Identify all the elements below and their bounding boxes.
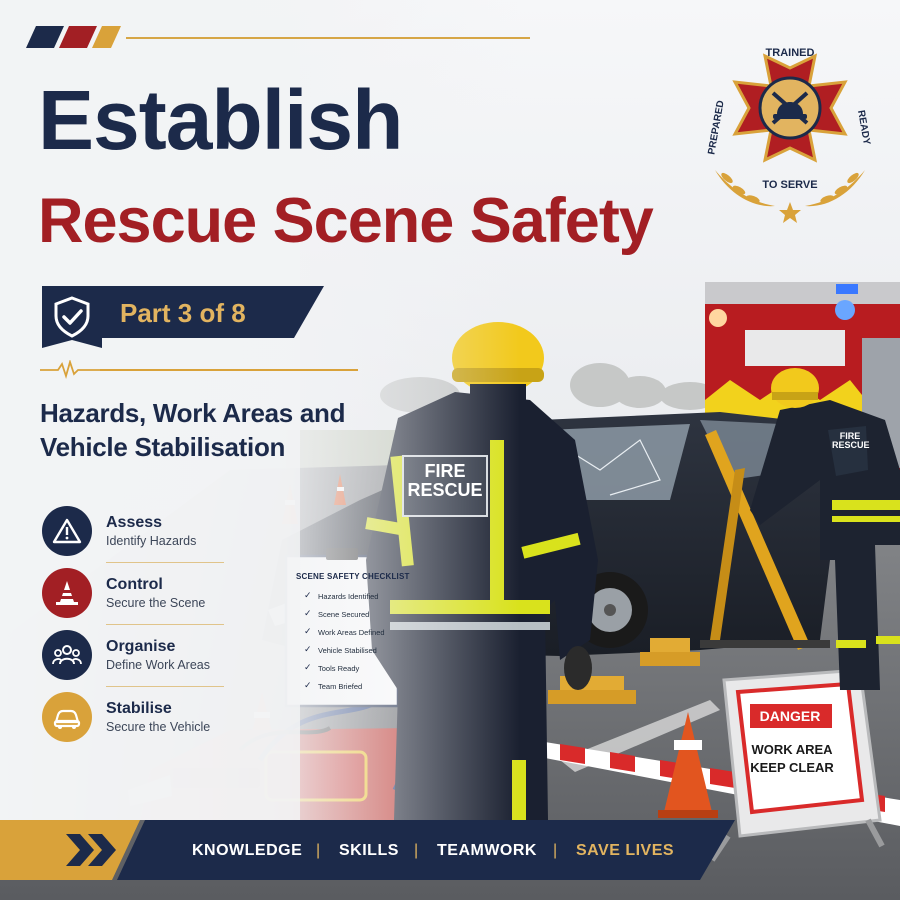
step-subtitle: Define Work Areas [106,658,210,672]
header-rule [126,37,530,39]
step-subtitle: Secure the Vehicle [106,720,211,734]
footer-skills: SKILLS [339,842,399,859]
check-icon: ✓ [304,608,312,618]
jacket-line: RESCUE [407,479,483,500]
laurel-wreath-icon [715,170,865,223]
sign-line-2: KEEP CLEAR [750,760,834,775]
fire-rescue-emblem [705,38,875,223]
footer-save-lives: SAVE LIVES [576,842,675,859]
jacket-line: FIRE [839,431,861,441]
checklist-item: Scene Secured [318,610,370,619]
emblem-bottom-text: TO SERVE [762,179,818,191]
warning-triangle-icon [42,506,92,556]
step-control [42,562,224,620]
team-icon [42,630,92,680]
subtitle [40,396,345,464]
check-icon: ✓ [304,590,312,600]
check-icon: ✓ [304,680,312,690]
subtitle-line-1: Hazards, Work Areas and [40,398,346,428]
emblem-left-text: PREPARED [706,99,727,156]
maltese-cross-icon [735,56,845,160]
checklist-item: Vehicle Stabilised [318,646,377,655]
jacket-text-main [405,462,485,500]
check-icon: ✓ [304,662,312,672]
subtitle-line-2: Vehicle Stabilisation [40,432,286,462]
checklist-item: Hazards Identified [318,592,379,601]
check-icon: ✓ [304,644,312,654]
step-title: Control [106,576,163,593]
sign-danger-label: DANGER [759,708,821,724]
step-subtitle: Secure the Scene [106,596,206,610]
footer-separator: | [316,842,321,859]
sign-line-1: WORK AREA [751,742,833,757]
traffic-cone-icon [42,568,92,618]
footer-teamwork: TEAMWORK [437,842,537,859]
checklist-item: Tools Ready [318,664,360,673]
pulse-divider [40,360,358,380]
step-title: Stabilise [106,700,172,717]
checklist-item: Team Briefed [318,682,363,691]
footer-separator: | [553,842,558,859]
step-organise [42,624,224,682]
step-title: Assess [106,514,163,531]
decorative-stripes [26,26,121,48]
footer-separator: | [414,842,419,859]
checklist-item: Work Areas Defined [318,628,385,637]
step-subtitle: Identify Hazards [106,534,197,548]
checklist-title: SCENE SAFETY CHECKLIST [296,572,410,581]
step-assess [42,500,224,558]
check-icon: ✓ [304,626,312,636]
jacket-line: RESCUE [832,440,870,451]
step-stabilise [42,686,224,744]
title-line-2: Rescue Scene Safety [38,186,653,256]
footer-knowledge: KNOWLEDGE [192,842,303,859]
emblem-top-text: TRAINED [765,47,815,59]
title-line-1: Establish [38,73,403,167]
emblem-right-text: READY [855,109,872,146]
jacket-line: FIRE [424,461,466,481]
step-title: Organise [106,638,176,655]
car-icon [42,692,92,742]
jacket-text-second [832,432,868,451]
part-label: Part 3 of 8 [120,298,246,328]
